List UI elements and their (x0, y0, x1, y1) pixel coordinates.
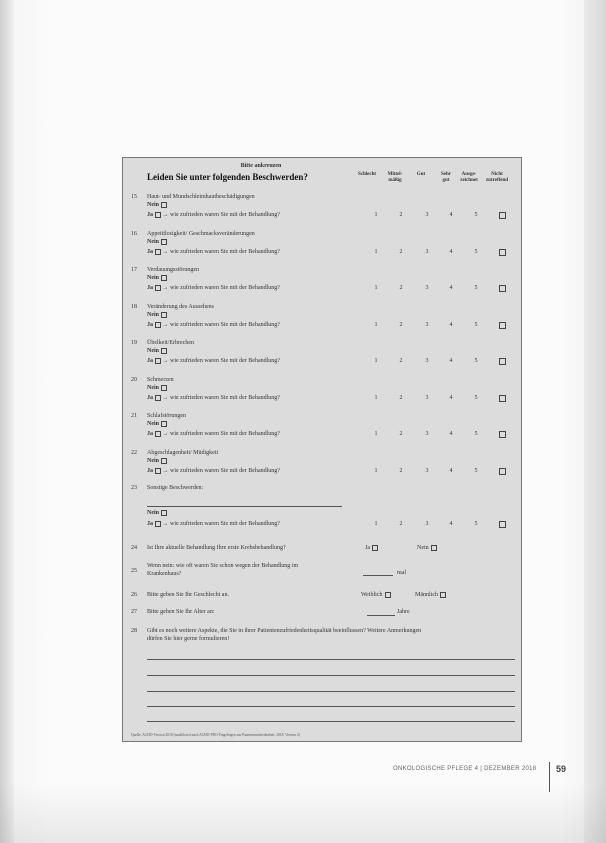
nein-checkbox[interactable] (431, 545, 437, 551)
no-label: Nein (147, 312, 159, 318)
not-applicable-checkbox[interactable] (499, 395, 506, 402)
no-label: Nein (147, 458, 159, 464)
scale-heading: Gut (416, 172, 426, 177)
question-number: 17 (131, 267, 137, 273)
question-label-line2: dürfen Sie hier gerne formulieren! (147, 636, 230, 642)
comment-line[interactable] (147, 691, 515, 692)
question-label-line2: Krankenhaus? (147, 571, 182, 577)
rating-2[interactable]: 2 (399, 249, 403, 255)
question-number: 27 (131, 609, 137, 615)
rating-1[interactable]: 1 (374, 468, 378, 474)
source-note: Quelle: ACHO-Version 2018 (modifiziert nach ACHO-PRO-Fragebogen zur Patientenzufriedenheit, 2018, Version 2) (131, 733, 301, 737)
book-spine-shadow (0, 0, 14, 843)
no-checkbox[interactable] (161, 312, 167, 318)
unit-label: Jahre (397, 609, 410, 615)
question-number: 24 (131, 545, 137, 551)
yes-checkbox[interactable] (155, 212, 161, 218)
rating-5[interactable]: 5 (474, 468, 478, 474)
rating-3[interactable]: 3 (425, 521, 429, 527)
yes-checkbox[interactable] (155, 322, 161, 328)
rating-5[interactable]: 5 (474, 358, 478, 364)
yes-label: Ja (147, 358, 153, 364)
question-label: Übelkeit/Erbrechen (147, 340, 194, 346)
scale-heading: Sehr gut (441, 172, 451, 183)
answer-line[interactable] (147, 506, 342, 507)
not-applicable-checkbox[interactable] (499, 285, 506, 292)
yes-checkbox[interactable] (155, 358, 161, 364)
scale-heading: Ausge- zeichnet (460, 172, 478, 183)
comment-line[interactable] (147, 659, 515, 660)
no-checkbox[interactable] (161, 421, 167, 427)
instruction-banner: Bitte ankreuzen (240, 163, 282, 169)
rating-2[interactable]: 2 (399, 521, 403, 527)
question-label: Schmerzen (147, 377, 174, 383)
rating-1[interactable]: 1 (374, 249, 378, 255)
followup-question: → wie zufrieden waren Sie mit der Behandlung? (162, 395, 280, 401)
rating-1[interactable]: 1 (374, 358, 378, 364)
page-edge (584, 0, 606, 843)
comment-line[interactable] (147, 706, 515, 707)
followup-question: → wie zufrieden waren Sie mit der Behandlung? (162, 468, 280, 474)
question-number: 21 (131, 413, 137, 419)
scale-heading: Nicht zutreffend (485, 172, 509, 183)
rating-3[interactable]: 3 (425, 285, 429, 291)
rating-2[interactable]: 2 (399, 322, 403, 328)
running-head: ONKOLOGISCHE PFLEGE 4 | DEZEMBER 2018 (393, 766, 537, 772)
rating-2[interactable]: 2 (399, 468, 403, 474)
male-checkbox[interactable] (440, 592, 446, 598)
no-label: Nein (147, 385, 159, 391)
female-label: Weiblich (361, 592, 383, 598)
question-label: Bitte geben Sie Ihr Alter an: (147, 609, 215, 615)
not-applicable-checkbox[interactable] (499, 521, 506, 528)
not-applicable-checkbox[interactable] (499, 468, 506, 475)
question-label: Ist Ihre aktuelle Behandlung Ihre erste Krebsbehandlung? (147, 545, 286, 551)
rating-3[interactable]: 3 (425, 431, 429, 437)
no-checkbox[interactable] (161, 275, 167, 281)
not-applicable-checkbox[interactable] (499, 322, 506, 329)
rating-2[interactable]: 2 (399, 285, 403, 291)
no-label: Nein (147, 510, 159, 516)
rating-2[interactable]: 2 (399, 358, 403, 364)
question-label: Verdauungsstörungen (147, 267, 199, 273)
no-label: Nein (147, 348, 159, 354)
no-checkbox[interactable] (161, 458, 167, 464)
rating-3[interactable]: 3 (425, 322, 429, 328)
rating-5[interactable]: 5 (474, 322, 478, 328)
followup-question: → wie zufrieden waren Sie mit der Behandlung? (162, 521, 280, 527)
scale-heading: Mittel- mäßig (387, 172, 403, 183)
rating-1[interactable]: 1 (374, 431, 378, 437)
rating-4[interactable]: 4 (449, 468, 453, 474)
scan-shadow (0, 783, 606, 843)
question-number: 20 (131, 377, 137, 383)
rating-1[interactable]: 1 (374, 322, 378, 328)
yes-label: Ja (147, 395, 153, 401)
comment-line[interactable] (147, 721, 515, 722)
rating-5[interactable]: 5 (474, 285, 478, 291)
not-applicable-checkbox[interactable] (499, 358, 506, 365)
rating-1[interactable]: 1 (374, 521, 378, 527)
rating-3[interactable]: 3 (425, 212, 429, 218)
page-number: 59 (556, 764, 567, 774)
rating-3[interactable]: 3 (425, 249, 429, 255)
rating-4[interactable]: 4 (449, 431, 453, 437)
no-checkbox[interactable] (161, 385, 167, 391)
rating-4[interactable]: 4 (449, 521, 453, 527)
followup-question: → wie zufrieden waren Sie mit der Behandlung? (162, 431, 280, 437)
unit-label: mal (397, 570, 406, 576)
question-label: Bitte geben Sie Ihr Geschlecht an. (147, 592, 229, 598)
rating-2[interactable]: 2 (399, 395, 403, 401)
yes-label: Ja (147, 249, 153, 255)
rating-4[interactable]: 4 (449, 285, 453, 291)
yes-checkbox[interactable] (155, 395, 161, 401)
yes-label: Ja (147, 212, 153, 218)
rating-5[interactable]: 5 (474, 521, 478, 527)
question-number: 22 (131, 450, 137, 456)
question-label: Sonstige Beschwerden: (147, 485, 204, 491)
question-number: 28 (131, 628, 137, 634)
followup-question: → wie zufrieden waren Sie mit der Behandlung? (162, 212, 280, 218)
followup-question: → wie zufrieden waren Sie mit der Behandlung? (162, 322, 280, 328)
question-number: 15 (131, 194, 137, 200)
not-applicable-checkbox[interactable] (499, 249, 506, 256)
no-checkbox[interactable] (161, 348, 167, 354)
yes-label: Ja (147, 285, 153, 291)
no-checkbox[interactable] (161, 202, 167, 208)
rating-3[interactable]: 3 (425, 395, 429, 401)
comment-line[interactable] (147, 675, 515, 676)
scale-heading: Schlecht (357, 172, 377, 177)
nein-label: Nein (417, 545, 429, 551)
question-number: 18 (131, 304, 137, 310)
female-checkbox[interactable] (385, 592, 391, 598)
yes-checkbox[interactable] (155, 431, 161, 437)
rating-5[interactable]: 5 (474, 212, 478, 218)
no-label: Nein (147, 275, 159, 281)
followup-question: → wie zufrieden waren Sie mit der Behandlung? (162, 285, 280, 291)
yes-label: Ja (147, 431, 153, 437)
yes-label: Ja (147, 468, 153, 474)
rating-4[interactable]: 4 (449, 322, 453, 328)
question-number: 26 (131, 592, 137, 598)
followup-question: → wie zufrieden waren Sie mit der Behandlung? (162, 358, 280, 364)
not-applicable-checkbox[interactable] (499, 212, 506, 219)
question-label: Veränderung des Aussehens (147, 304, 214, 310)
question-label: Haut- und Mundschleimhautbeschädigungen (147, 194, 255, 200)
rating-5[interactable]: 5 (474, 431, 478, 437)
question-number: 25 (131, 568, 137, 574)
rating-2[interactable]: 2 (399, 431, 403, 437)
rating-4[interactable]: 4 (449, 358, 453, 364)
no-label: Nein (147, 239, 159, 245)
question-number: 19 (131, 340, 137, 346)
question-label: Abgeschlagenheit/ Müdigkeit (147, 450, 219, 456)
not-applicable-checkbox[interactable] (499, 431, 506, 438)
no-checkbox[interactable] (161, 510, 167, 516)
rating-3[interactable]: 3 (425, 468, 429, 474)
questionnaire-title: Leiden Sie unter folgenden Beschwerden? (147, 172, 308, 182)
rating-5[interactable]: 5 (474, 249, 478, 255)
question-number: 23 (131, 485, 137, 491)
followup-question: → wie zufrieden waren Sie mit der Behandlung? (162, 249, 280, 255)
rating-1[interactable]: 1 (374, 395, 378, 401)
question-number: 16 (131, 231, 137, 237)
age-input-line[interactable] (367, 615, 395, 616)
rating-2[interactable]: 2 (399, 212, 403, 218)
rating-4[interactable]: 4 (449, 395, 453, 401)
no-checkbox[interactable] (161, 239, 167, 245)
rating-4[interactable]: 4 (449, 212, 453, 218)
question-label-line1: Wenn nein: wie oft waren Sie schon wegen der Behandlung im (147, 563, 299, 569)
yes-label: Ja (147, 322, 153, 328)
no-label: Nein (147, 202, 159, 208)
ja-label: Ja (365, 545, 370, 551)
question-label: Schlafstörungen (147, 413, 186, 419)
no-label: Nein (147, 421, 159, 427)
ja-checkbox[interactable] (372, 545, 378, 551)
yes-checkbox[interactable] (155, 521, 161, 527)
rating-3[interactable]: 3 (425, 358, 429, 364)
male-label: Männlich (415, 592, 438, 598)
rating-5[interactable]: 5 (474, 395, 478, 401)
question-label: Appetitlosigkeit/ Geschmacksveränderungen (147, 231, 255, 237)
rating-4[interactable]: 4 (449, 249, 453, 255)
rating-1[interactable]: 1 (374, 212, 378, 218)
rating-1[interactable]: 1 (374, 285, 378, 291)
count-input-line[interactable] (363, 575, 393, 576)
yes-label: Ja (147, 521, 153, 527)
yes-checkbox[interactable] (155, 285, 161, 291)
yes-checkbox[interactable] (155, 249, 161, 255)
yes-checkbox[interactable] (155, 468, 161, 474)
question-label-line1: Gibt es noch weitere Aspekte, die Sie in ihrer Patientenzufriedenheitsqualität beeinflussen? Weitere Anmerkungen (147, 628, 422, 634)
